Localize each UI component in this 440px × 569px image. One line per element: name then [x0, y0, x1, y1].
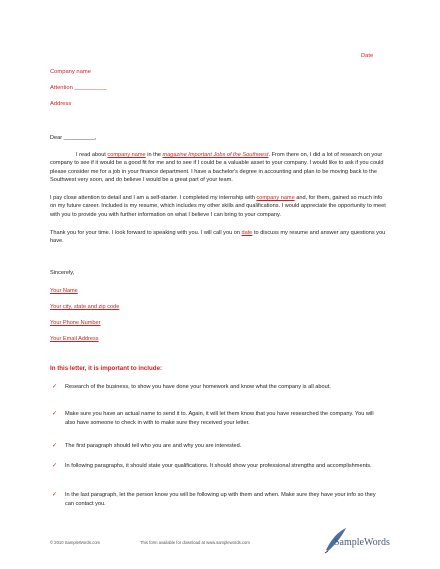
checkmark-icon: ✓ — [52, 463, 58, 469]
attention-line — [50, 85, 107, 91]
list-item: ✓ The first paragraph should tell who you are and why you are interested. — [52, 443, 242, 449]
footer-copyright: © 2010 SampleWords.com — [50, 540, 101, 545]
tips-heading: In this letter, it is important to include: — [50, 365, 163, 372]
attention-blank: __________ — [74, 85, 107, 91]
logo-text: SampleWords — [334, 537, 390, 548]
attention-label: Attention — [50, 85, 75, 91]
signature-phone: Your Phone Number — [50, 320, 101, 326]
magazine-link: magazine Important Jobs of the Southwest — [162, 152, 269, 158]
paragraph-closing: Thank you for your time. I look forward to speaking with you. I will call you on date to discuss my resume and answer any questions you have. — [50, 230, 386, 245]
date-link: date — [241, 230, 253, 236]
list-item: ✓ Research of the business, to show you have done your homework and know what the company is all about. — [52, 384, 331, 390]
footer-availability: This form available for download at www.samplewords.com — [140, 540, 250, 545]
list-item: ✓ In following paragraphs, it should state your qualifications. It should show your professional strengths and accomplishments. — [52, 463, 372, 469]
company-name-field: Company name — [50, 69, 91, 75]
checkmark-icon: ✓ — [52, 411, 58, 417]
checkmark-icon: ✓ — [52, 384, 58, 390]
list-item: ✓ In the last paragraph, let the person know you will be following up with them and when. Make sure they have your info so they can contact you. — [52, 492, 376, 507]
signature-city: Your city, state and zip code — [50, 304, 120, 310]
paragraph-intro: I read about company name in the magazine Important Jobs of the Southwest. From there on, I did a lot of research on your company to see if it would be a good fit for me and to see if I could be a valuable asset to your company. I would like to ask if you could please consider me for a job in your finance department. I have a bachelor's degree in accounting and plan to be moving back to the Southwest very soon, and do believe I would be a great part of your team. — [50, 152, 384, 184]
company-name-link: company name — [107, 152, 146, 158]
closing: Sincerely, — [50, 270, 75, 276]
company-name-link: company name — [256, 195, 295, 201]
address-field: Address — [50, 101, 72, 107]
checkmark-icon: ✓ — [52, 492, 58, 498]
date-field: Date — [361, 53, 374, 59]
salutation: Dear __________, — [50, 135, 97, 141]
paragraph-qualifications: I pay close attention to detail and I am a self-starter. I completed my internship with company name and, for them, gained so much info on my future career. Included is my resume, which includes my other skills and qualifications. I would appreciate the opportunity to meet with you to provide you with further information on what I believe I can bring to your company. — [50, 195, 386, 218]
signature-email: Your Email Address — [50, 336, 99, 342]
samplewords-logo — [322, 524, 402, 554]
signature-name: Your Name — [50, 288, 78, 294]
list-item: ✓ Make sure you have an actual name to send it to. Again, it will let them know that you have researched the company. You will also have someone to check in with to make sure they received your letter. — [52, 411, 374, 426]
checkmark-icon: ✓ — [52, 443, 58, 449]
